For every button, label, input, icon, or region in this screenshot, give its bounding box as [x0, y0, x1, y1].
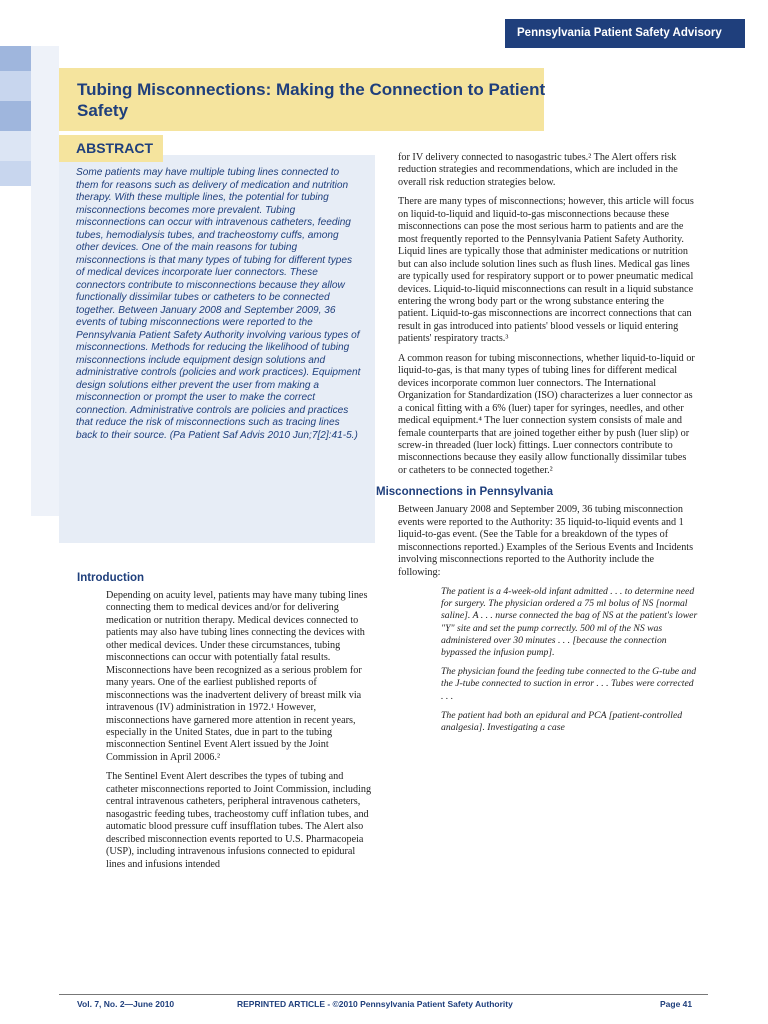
body-paragraph: for IV delivery connected to nasogastric tubes.² The Alert offers risk reduction strategies and recommendations, which are included in the overall risk reduction strategies below. [398, 152, 678, 188]
body-paragraph: Depending on acuity level, patients may have many tubing lines connecting them to medical devices and/or for delivering medication or nutrition therapy. Medical devices connected to patients may also have tubing lines connecting the devices with other medical devices. Under these circumstances, tubing misconnections can occur with potentially fatal results. Misconnections have been recognized as a serious problem for many years. One of the earliest published reports of misconnections was the inadvertent delivery of breast milk via intravenous (IV) administration in 1972.¹ However, misconnections have garnered more attention in recent years, especially in the United States, due in part to the tubing misconnection Sentinel Event Alert issued by the Joint Commission in April 2006.² [106, 590, 368, 763]
reprint-notice: REPRINTED ARTICLE - ©2010 Pennsylvania Patient Safety Authority [237, 999, 513, 1009]
decorative-stripe [0, 161, 31, 186]
event-quote: The patient is a 4-week-old infant admitted . . . to determine need for surgery. The physician ordered a 75 ml bolus of NS [normal saline]. A . . . nurse connected the bag of NS at the patient's lower "Y" site and set the pump correctly. 500 ml of the NS was administered over 30 minutes . . . [because the connection bypassed the infusion pump]. [441, 586, 698, 659]
decorative-stripe [0, 46, 31, 71]
decorative-stripe [0, 131, 31, 161]
right-column [376, 152, 698, 741]
left-column [77, 568, 375, 878]
decorative-stripe [0, 101, 31, 131]
event-quote: The physician found the feeding tube connected to the G-tube and the J-tube connected to suction in error . . . Tubes were corrected . . . [441, 666, 697, 702]
footer-divider [59, 994, 708, 995]
event-quote: The patient had both an epidural and PCA [patient-controlled analgesia]. Investigating a case [441, 709, 683, 734]
body-paragraph: The Sentinel Event Alert describes the types of tubing and catheter misconnections reported to Joint Commission, including central intravenous catheters, peripheral intravenous catheters, nasogastric feeding tubes, tracheostomy cuff inflation tubes, and automatic blood pressure cuff insufflation tubes. The Alert also described misconnection events reported to U.S. Pharmacopeia (USP), including intravenous infusions connected to epidural lines and infusions intended [106, 771, 372, 870]
page-number: Page 41 [660, 999, 693, 1009]
decorative-stripe [0, 71, 31, 101]
misconnections-heading: Misconnections in Pennsylvania [376, 486, 554, 499]
decorative-stripe [31, 46, 59, 516]
abstract-text: Some patients may have multiple tubing lines connected to them for reasons such as delivery of medication and nutrition therapy. With these multiple lines, the potential for tubing misconnections becomes more prevalent. Tubing misconnections can occur with intravenous catheters, feeding tubes, hemodialysis tubes, and tracheostomy cuffs, among other devices. One of the main reasons for tubing misconnections is that many types of tubing for different types of medical devices incorporate luer connectors. These connectors contribute to misconnections because they allow functionally dissimilar tubes or catheters to be connected together. Between January 2008 and September 2009, 36 events of tubing misconnections were reported to the Pennsylvania Patient Safety Authority involving various types of misconnections. Methods for reducing the likelihood of tubing misconnections include equipment design solutions and administrative controls (policies and work practices). Equipment design solutions either prevent the user from making a misconnection or prompt the user to make the correct connection. Administrative controls are policies and practices that reduce the risk of misconnections such as tracing lines back to their source. (Pa Patient Saf Advis 2010 Jun;7[2]:41-5.) [76, 167, 361, 441]
abstract-label: ABSTRACT [59, 135, 163, 162]
body-paragraph: Between January 2008 and September 2009, 36 tubing misconnection events were reported to the Authority: 35 liquid-to-liquid events and 1 liquid-to-gas event. (See the Table for a breakdown of the types of misconnections reported.) Examples of the Serious Events and Incidents involving misconnections reported to the Authority include the following: [398, 504, 694, 578]
article-title: Tubing Misconnections: Making the Connection to Patient Safety [77, 80, 546, 120]
introduction-heading: Introduction [77, 572, 145, 584]
body-paragraph: A common reason for tubing misconnections, whether liquid-to-liquid or liquid-to-gas, is that many types of tubing lines for different medical devices incorporate common luer connectors. The International Organization for Standardization (ISO) characterizes a luer connector as a conical fitting with a 6% (luer) taper for syringes, needles, and other medical equipment.⁴ The luer connection system consists of male and female counterparts that are joined together either by push (luer slip) or screw-in threaded (luer lock) fittings. Luer connectors contribute to misconnections because they easily allow functionally dissimilar tubes or catheters to be connected together.² [398, 352, 695, 476]
body-paragraph: There are many types of misconnections; however, this article will focus on liquid-to-liquid and liquid-to-gas misconnections because these misconnections can pose the most serious harm to patients and are the most frequently reported to the Pennsylvania Patient Safety Authority. Liquid lines are typically those that administer medications or nutrition but can also include solution lines such as flush lines. Medical gas lines are typically used for respiratory support or to power pneumatic medical devices. Liquid-to-liquid misconnections can result in a liquid substance entering the wrong body part or the wrong substance entering the patient. Liquid-to-gas misconnections are incorrect connections that can result in gas introduced into patients' blood vessels or liquid entering patients' respiratory tracts.³ [398, 196, 694, 345]
publication-header: Pennsylvania Patient Safety Advisory [505, 19, 745, 48]
issue-info: Vol. 7, No. 2—June 2010 [77, 999, 175, 1009]
abstract-box [59, 155, 375, 543]
